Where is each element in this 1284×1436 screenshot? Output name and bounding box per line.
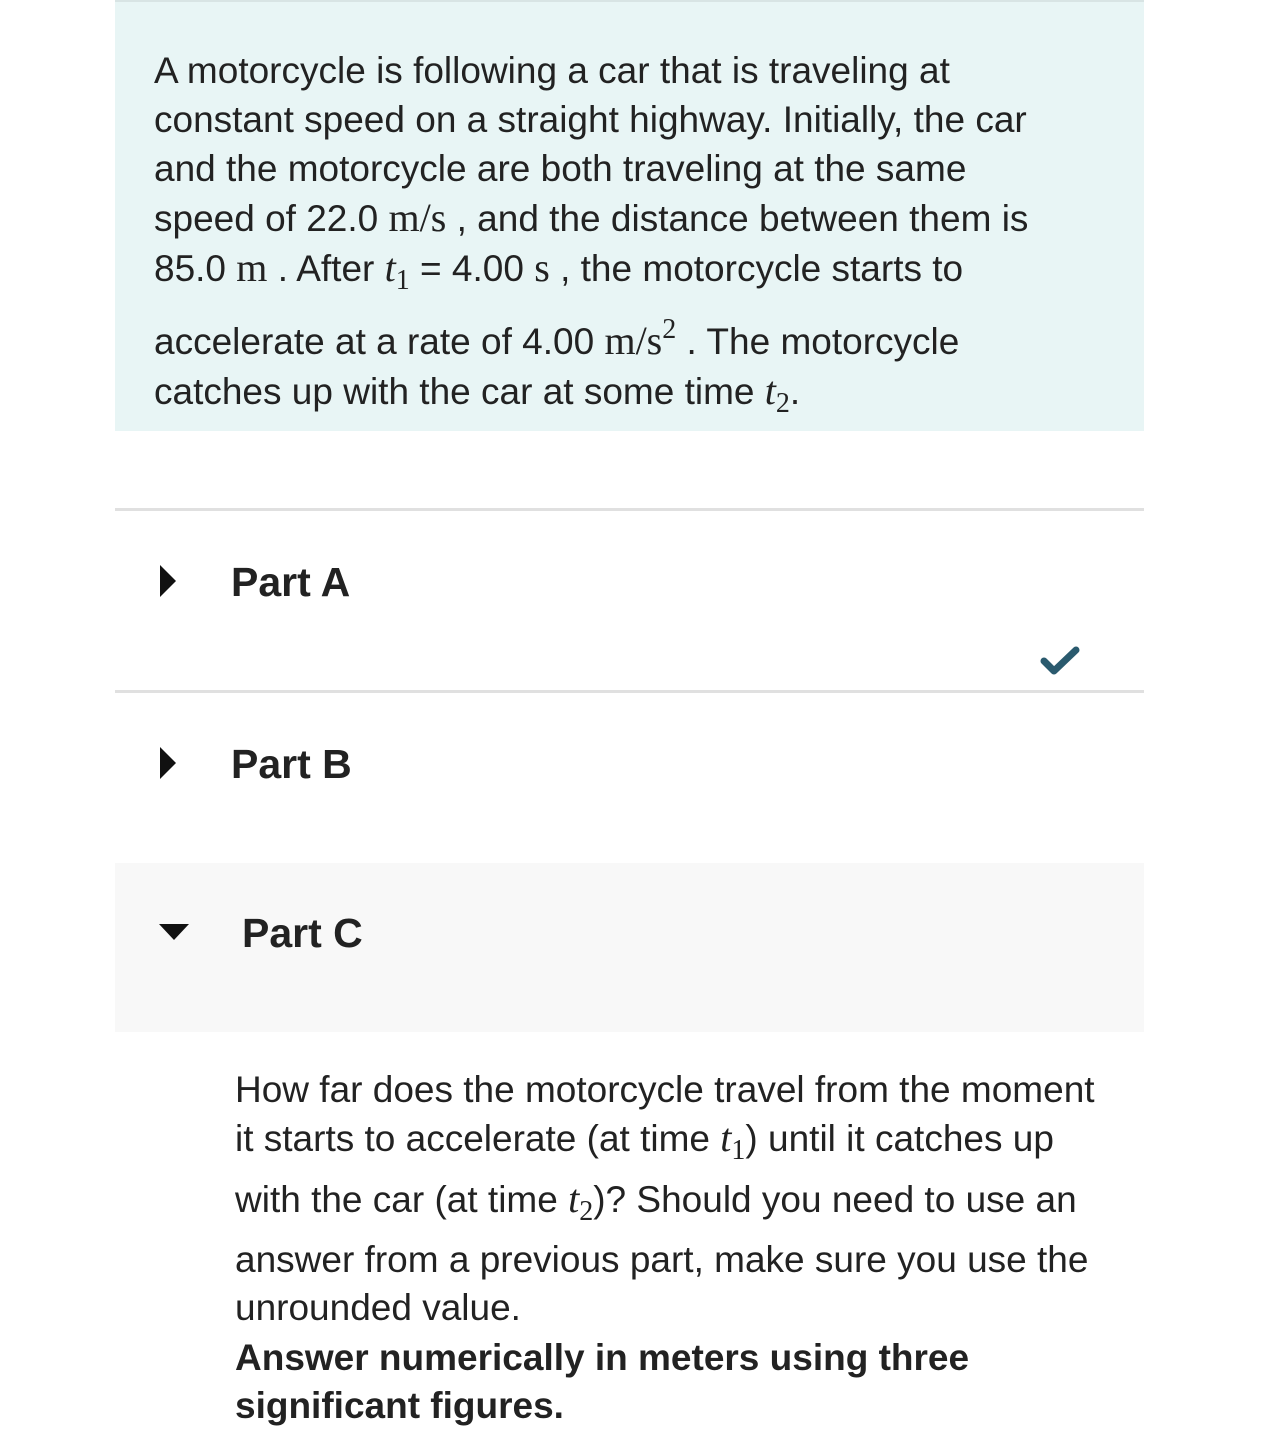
problem-line-7: catches up with the car at some time $t_2$. [154,368,801,419]
problem-line-6: accelerate at a rate of 4.00 $m/s^2$ . The motorcycle [154,314,960,363]
part-c-label: Part C [242,910,363,956]
part-b-header[interactable] [115,693,1144,863]
var-t: t [720,1115,732,1160]
question-line-2: it starts to accelerate (at time $t_1$) until it catches up [235,1115,1054,1166]
question-line-3: with the car (at time $t_2$)? Should you need to use an [235,1176,1077,1227]
subscript-2: 2 [775,388,790,419]
caret-down-icon [158,923,190,941]
var-t: t [568,1176,580,1221]
subscript-1: 1 [395,265,410,296]
part-b-label: Part B [231,741,352,787]
question-line-4: answer from a previous part, make sure you use the [235,1239,1089,1280]
part-a-label: Part A [231,559,351,605]
problem-statement-box [115,0,1144,431]
answer-instruction: Answer numerically in meters using three significant figures. [235,1337,970,1426]
problem-line-1: A motorcycle is following a car that is traveling at [154,50,950,91]
question-line-5: unrounded value. [235,1287,521,1328]
part-c-header[interactable] [115,863,1144,1032]
part-a-header[interactable] [115,511,1144,691]
problem-line-5: 85.0 m . After $t_1 = 4.00$ s , the motorcycle starts to [154,245,964,296]
unit-mps2: m/s [604,318,663,363]
caret-right-icon [158,745,178,781]
subscript-2: 2 [579,1196,594,1227]
var-t: t [764,368,776,413]
part-c-question [235,1066,1155,1332]
problem-line-3: and the motorcycle are both traveling at the same [154,148,967,189]
problem-line-2: constant speed on a straight highway. Initially, the car [154,99,1027,140]
checkmark-icon [1040,645,1080,677]
question-line-1: How far does the motorcycle travel from the moment [235,1069,1095,1110]
problem-text [154,46,1114,428]
problem-line-4: speed of 22.0 m/s , and the distance between them is [154,195,1029,240]
caret-right-icon [158,563,178,599]
subscript-1: 1 [731,1135,746,1166]
unit-mps: m/s [388,195,447,240]
superscript-2: 2 [662,314,677,345]
var-t: t [384,245,396,290]
unit-m: m [236,245,268,290]
unit-s: s [534,245,550,290]
